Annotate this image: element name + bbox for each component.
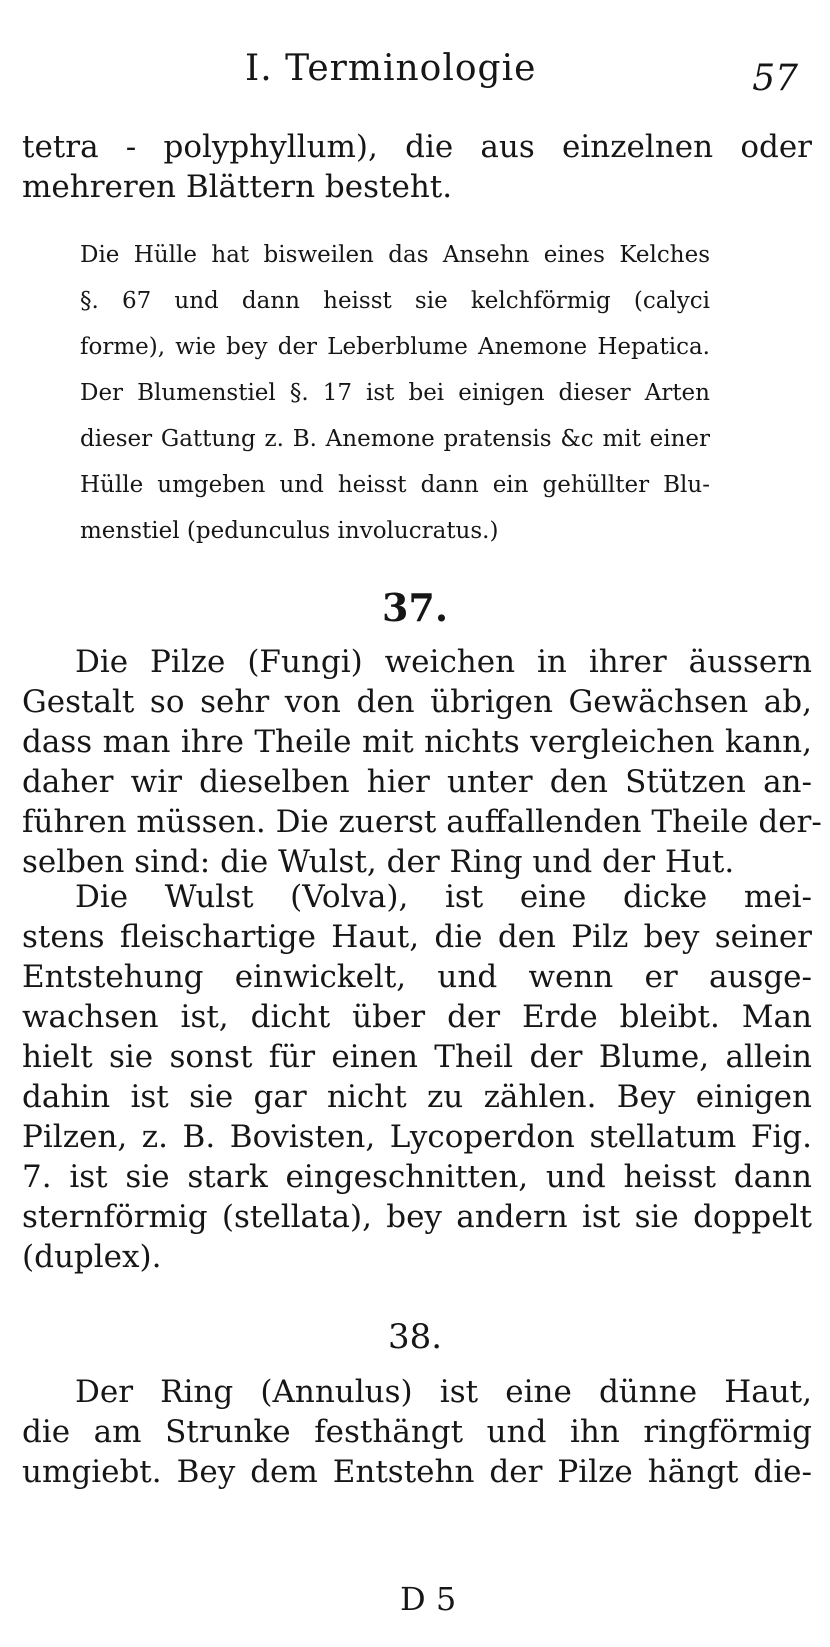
- note-line: Hülle umgeben und heisst dann ein gehüllter Blu-: [80, 472, 710, 498]
- text-line: Gestalt so sehr von den übrigen Gewächsen ab,: [22, 684, 812, 720]
- note-line: Der Blumenstiel §. 17 ist bei einigen dieser Arten: [80, 380, 710, 406]
- text-line: führen müssen. Die zuerst auffallenden Theile der-: [22, 804, 822, 840]
- text-line: Die Wulst (Volva), ist eine dicke mei-: [75, 879, 812, 915]
- text-line: wachsen ist, dicht über der Erde bleibt. Man: [22, 999, 812, 1035]
- note-line: forme), wie bey der Leberblume Anemone Hepatica.: [80, 334, 710, 360]
- note-line: §. 67 und dann heisst sie kelchförmig (calyci: [80, 288, 710, 314]
- text-line: die am Strunke festhängt und ihn ringförmig: [22, 1414, 812, 1450]
- text-line: dahin ist sie gar nicht zu zählen. Bey einigen: [22, 1079, 812, 1115]
- text-line: selben sind: die Wulst, der Ring und der Hut.: [22, 844, 735, 880]
- text-line: sternförmig (stellata), bey andern ist sie doppelt: [22, 1199, 812, 1235]
- text-line: umgiebt. Bey dem Entstehn der Pilze hängt die-: [22, 1454, 812, 1490]
- text-line: tetra - polyphyllum), die aus einzelnen oder: [22, 129, 812, 165]
- section-number-37: 37.: [381, 585, 449, 630]
- running-header-title: I. Terminologie: [245, 48, 537, 89]
- text-line: Der Ring (Annulus) ist eine dünne Haut,: [75, 1374, 812, 1410]
- text-line: Die Pilze (Fungi) weichen in ihrer äussern: [75, 644, 812, 680]
- note-line: menstiel (pedunculus involucratus.): [80, 518, 499, 544]
- page-number: 57: [752, 58, 798, 99]
- text-line: dass man ihre Theile mit nichts vergleichen kann,: [22, 724, 812, 760]
- text-line: Entstehung einwickelt, und wenn er ausge-: [22, 959, 812, 995]
- section-number-38: 38.: [387, 1317, 443, 1357]
- text-line: Pilzen, z. B. Bovisten, Lycoperdon stellatum Fig.: [22, 1119, 812, 1155]
- signature-mark: D 5: [400, 1580, 457, 1618]
- text-line: mehreren Blättern besteht.: [22, 169, 453, 205]
- note-line: Die Hülle hat bisweilen das Ansehn eines Kelches: [80, 242, 710, 268]
- text-line: 7. ist sie stark eingeschnitten, und heisst dann: [22, 1159, 812, 1195]
- text-line: hielt sie sonst für einen Theil der Blume, allein: [22, 1039, 812, 1075]
- text-line: daher wir dieselben hier unter den Stützen an-: [22, 764, 812, 800]
- text-line: (duplex).: [22, 1239, 162, 1275]
- note-line: dieser Gattung z. B. Anemone pratensis &c mit einer: [80, 426, 710, 452]
- text-line: stens fleischartige Haut, die den Pilz bey seiner: [22, 919, 812, 955]
